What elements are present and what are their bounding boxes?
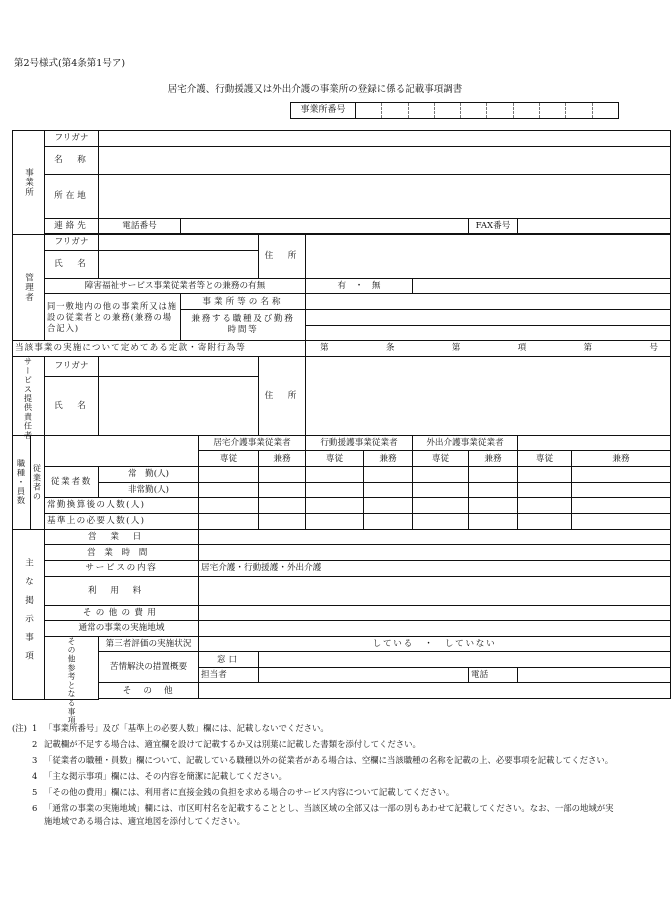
office-furigana-label: フリガナ xyxy=(45,131,99,147)
staff-cell[interactable] xyxy=(413,513,469,529)
staff-cell[interactable] xyxy=(306,466,364,482)
staff-cell[interactable] xyxy=(364,498,413,514)
staff-cell[interactable] xyxy=(469,466,518,482)
staff-cell[interactable] xyxy=(259,482,306,498)
complaint-window-field[interactable] xyxy=(259,652,671,668)
staff-cell[interactable] xyxy=(413,498,469,514)
service-content-field[interactable]: 居宅介護・行動援護・外出介護 xyxy=(199,560,671,576)
third-party-label: 第三者評価の実施状況 xyxy=(99,636,199,652)
articles-jo: 条 xyxy=(385,343,395,354)
other-costs-field[interactable] xyxy=(199,605,671,621)
note-item xyxy=(12,786,618,799)
note-item xyxy=(12,722,618,735)
staff-cell[interactable] xyxy=(364,466,413,482)
digit-box xyxy=(356,103,382,118)
manager-name-field[interactable] xyxy=(99,250,259,278)
staff-cell[interactable] xyxy=(572,482,671,498)
digit-box xyxy=(593,103,618,118)
other-label: そ の 他 xyxy=(99,683,199,699)
note-item xyxy=(12,738,618,751)
articles-go: 号 xyxy=(649,343,658,354)
office-section-label: 事業所 xyxy=(13,131,45,235)
note-number: 1 xyxy=(32,723,38,733)
digit-box xyxy=(566,103,592,118)
service-area-field[interactable] xyxy=(199,621,671,637)
office-number-label: 事業所番号 xyxy=(291,103,356,118)
complaint-person-field[interactable] xyxy=(259,667,469,683)
note-number: 4 xyxy=(32,771,38,781)
staff-required-label: 基準上の必要人数(人) xyxy=(45,513,199,529)
staff-cell[interactable] xyxy=(469,482,518,498)
staff-cell[interactable] xyxy=(572,513,671,529)
manager-facility-name-field[interactable] xyxy=(306,294,671,310)
note-number: 6 xyxy=(32,803,38,813)
note-text: 「その他の費用」欄には、利用者に直接金銭の負担を求める場合のサービス内容について記載してください。 xyxy=(44,787,455,797)
service-manager-furigana-label: フリガナ xyxy=(45,356,99,376)
staff-section-label-a: 職種・員数 xyxy=(13,435,31,529)
staff-cell[interactable] xyxy=(518,466,572,482)
staff-cell[interactable] xyxy=(518,513,572,529)
staff-cell[interactable] xyxy=(518,498,572,514)
staff-cell[interactable] xyxy=(199,513,259,529)
notes-section xyxy=(12,722,618,831)
staff-cell[interactable] xyxy=(306,498,364,514)
staff-parttime-label: 非常勤(人) xyxy=(99,482,199,498)
business-hours-label: 営業時間 xyxy=(45,545,199,561)
note-item xyxy=(12,802,618,828)
service-manager-furigana-field[interactable] xyxy=(99,356,259,376)
note-text: 「事業所番号」及び「基準上の必要人数」欄には、記載しないでください。 xyxy=(44,723,329,733)
digit-box xyxy=(382,103,408,118)
manager-concurrent-question: 障害福祉サービス事業従業者等との兼務の有無 xyxy=(45,278,306,294)
note-number: 5 xyxy=(32,787,38,797)
service-content-label: サービスの内容 xyxy=(45,560,199,576)
staff-full-header: 専従 xyxy=(306,451,364,467)
staff-header-home-care: 居宅介護事業従業者 xyxy=(199,435,306,451)
staff-full-header: 専従 xyxy=(413,451,469,467)
staff-cell[interactable] xyxy=(413,482,469,498)
manager-yes-no[interactable]: 有 ・ 無 xyxy=(306,278,413,294)
articles-ko: 項 xyxy=(517,343,527,354)
office-furigana-field[interactable] xyxy=(99,131,671,147)
other-field[interactable] xyxy=(199,683,671,699)
digit-box xyxy=(409,103,435,118)
service-manager-name-field[interactable] xyxy=(99,376,259,435)
staff-header-blank xyxy=(45,435,199,466)
complaint-phone-label: 電話 xyxy=(469,667,518,683)
note-number: 2 xyxy=(32,739,38,749)
staff-cell[interactable] xyxy=(364,482,413,498)
staff-fte-label: 常勤換算後の人数(人) xyxy=(45,498,199,514)
staff-cell[interactable] xyxy=(572,498,671,514)
business-days-label: 営業日 xyxy=(45,529,199,545)
manager-address-field[interactable] xyxy=(306,235,671,279)
staff-cell[interactable] xyxy=(572,466,671,482)
complaint-person-label: 担当者 xyxy=(199,667,259,683)
staff-cell[interactable] xyxy=(413,466,469,482)
articles-field[interactable] xyxy=(306,341,671,357)
service-area-label: 通常の事業の実施地域 xyxy=(45,621,199,637)
manager-facility-name-label: 事業所等の名称 xyxy=(181,294,306,310)
staff-cell[interactable] xyxy=(364,513,413,529)
notes-label: (注) xyxy=(12,723,27,733)
office-name-field[interactable] xyxy=(99,146,671,174)
other-ref-label: その他参考となる事項 xyxy=(45,636,99,699)
note-item xyxy=(12,754,618,767)
office-phone-field[interactable] xyxy=(181,218,469,234)
note-number: 3 xyxy=(32,755,38,765)
staff-part-header: 兼務 xyxy=(469,451,518,467)
third-party-field[interactable]: している ・ していない xyxy=(199,636,671,652)
registration-form-table xyxy=(12,130,671,725)
manager-address-label: 住 所 xyxy=(259,235,306,279)
note-text: 記載欄が不足する場合は、適宜欄を設けて記載するか又は別葉に記載した書類を添付してください。 xyxy=(44,739,421,749)
staff-cell[interactable] xyxy=(199,482,259,498)
complaint-label: 苦情解決の措置概要 xyxy=(99,652,199,683)
office-fax-label: FAX番号 xyxy=(469,218,518,234)
staff-header-behavior: 行動援護事業従業者 xyxy=(306,435,413,451)
digit-box xyxy=(540,103,566,118)
articles-dai: 第 xyxy=(320,343,329,354)
manager-furigana-label: フリガナ xyxy=(45,235,99,251)
articles-dai2: 第 xyxy=(451,343,461,354)
complaint-phone-field[interactable] xyxy=(518,667,671,683)
staff-cell[interactable] xyxy=(306,482,364,498)
staff-cell[interactable] xyxy=(469,498,518,514)
business-hours-field[interactable] xyxy=(199,545,671,561)
staff-fulltime-label: 常 勤(人) xyxy=(99,466,199,482)
document-title: 居宅介護、行動援護又は外出介護の事業所の登録に係る記載事項調書 xyxy=(167,84,463,95)
articles-dai3: 第 xyxy=(583,343,593,354)
office-address-field[interactable] xyxy=(99,174,671,218)
digit-box xyxy=(435,103,461,118)
digit-box xyxy=(514,103,540,118)
staff-header-outing: 外出介護事業従業者 xyxy=(413,435,518,451)
staff-part-header: 兼務 xyxy=(572,451,671,467)
manager-other-duty-label: 同一敷地内の他の事業所又は施設の従業者との兼務(兼務の場合記入) xyxy=(45,294,181,341)
manager-concurrent-blank[interactable] xyxy=(413,278,671,294)
staff-count-label: 従業者数 xyxy=(45,466,99,497)
office-phone-label: 電話番号 xyxy=(99,218,181,234)
manager-section-label: 管理者 xyxy=(13,235,45,341)
staff-cell[interactable] xyxy=(259,466,306,482)
fee-field[interactable] xyxy=(199,576,671,605)
form-number: 第2号様式(第4条第1号ア) xyxy=(14,58,126,69)
manager-furigana-field[interactable] xyxy=(99,235,259,251)
office-address-label: 所在地 xyxy=(45,174,99,218)
service-manager-address-field[interactable] xyxy=(306,356,671,435)
staff-header-extra[interactable] xyxy=(518,435,671,451)
staff-full-header: 専従 xyxy=(518,451,572,467)
staff-cell[interactable] xyxy=(199,498,259,514)
office-number-field xyxy=(290,102,619,119)
other-costs-label: その他の費用 xyxy=(45,605,199,621)
manager-duty-hours-field[interactable] xyxy=(306,325,671,341)
fee-label: 利用料 xyxy=(45,576,199,605)
staff-cell[interactable] xyxy=(306,513,364,529)
staff-cell[interactable] xyxy=(469,513,518,529)
office-fax-field[interactable] xyxy=(518,218,671,234)
notices-section-label: 主な掲示事項 xyxy=(13,529,45,699)
staff-section-label-b: 従業者の xyxy=(31,435,45,529)
articles-label: 当該事業の実施について定めてある定款・寄附行為等 xyxy=(13,341,306,357)
note-text: 「通常の事業の実施地域」欄には、市区町村名を記載することとし、当該区域の全部又は一部の別もあわせて記載してください。なお、一部の地域が実施地域である場合は、適宜地図を添付してください。 xyxy=(44,803,614,826)
complaint-window-label: 窓口 xyxy=(199,652,259,668)
office-contact-label: 連絡先 xyxy=(45,218,99,234)
staff-cell[interactable] xyxy=(259,513,306,529)
business-days-field[interactable] xyxy=(199,529,671,545)
note-item xyxy=(12,770,618,783)
service-manager-section-label: サービス提供責任者 xyxy=(13,356,45,435)
staff-full-header: 専従 xyxy=(199,451,259,467)
staff-cell[interactable] xyxy=(199,466,259,482)
staff-cell[interactable] xyxy=(259,498,306,514)
digit-box xyxy=(461,103,487,118)
manager-duty-role-label: 兼務する職種及び勤務時間等 xyxy=(181,309,306,340)
staff-part-header: 兼務 xyxy=(364,451,413,467)
manager-duty-role-field[interactable] xyxy=(306,309,671,325)
note-text: 「主な掲示事項」欄には、その内容を簡潔に記載してください。 xyxy=(44,771,287,781)
service-manager-name-label: 氏 名 xyxy=(45,376,99,435)
office-name-label: 名 称 xyxy=(45,146,99,174)
staff-part-header: 兼務 xyxy=(259,451,306,467)
digit-box xyxy=(487,103,513,118)
staff-cell[interactable] xyxy=(518,482,572,498)
manager-name-label: 氏 名 xyxy=(45,250,99,278)
note-text: 「従業者の職種・員数」欄について、記載している職種以外の従業者がある場合は、空欄に当該職種の名称を記載の上、必要事項を記載してください。 xyxy=(44,755,614,765)
service-manager-address-label: 住 所 xyxy=(259,356,306,435)
